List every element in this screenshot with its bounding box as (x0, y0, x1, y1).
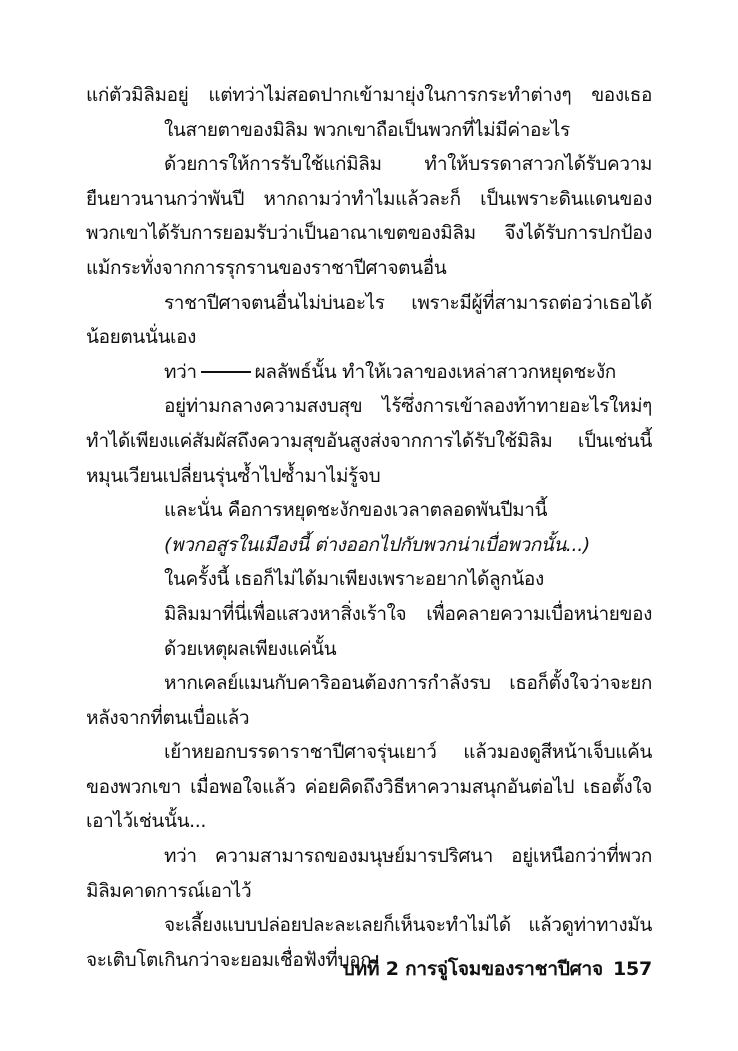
text-line: แม้กระทั่งจากการรุกรานของราชาปีศาจตนอื่น (86, 256, 447, 279)
text-line: ด้วยเหตุผลเพียงแค่นั้น (164, 637, 337, 660)
text-line: ในครั้งนี้ เธอก็ไม่ได้มาเพียงเพราะอยากได้ลูกน้อง (164, 568, 544, 591)
page-body (86, 78, 652, 977)
text-line: มิลิมมาที่นี่เพื่อแสวงหาสิ่งเร้าใจ เพื่อคลายความเบื่อหน่ายของ (164, 602, 652, 625)
text-line: ราชาปีศาจตนอื่นไม่บ่นอะไร เพราะมีผู้ที่สามารถต่อว่าเธอได้ (164, 291, 652, 314)
text-line: อยู่ท่ามกลางความสงบสุข ไร้ซึ่งการเข้าลองท้าทายอะไรใหม่ๆ (164, 395, 652, 418)
text-line: เอาไว้เช่นนั้น... (86, 810, 207, 833)
text-segment: ผลลัพธ์นั้น ทำให้เวลาของเหล่าสาวกหยุดชะงัก (254, 360, 616, 383)
text-line: หลังจากที่ตนเบื่อแล้ว (86, 706, 250, 729)
text-line: เย้าหยอกบรรดาราชาปีศาจรุ่นเยาว์ แล้วมองดูสีหน้าเจ็บแค้น (164, 741, 652, 764)
page-footer (86, 953, 652, 985)
text-segment: ทว่า (164, 360, 197, 383)
text-line: มิลิมคาดการณ์เอาไว้ (86, 879, 252, 902)
text-line: (พวกอสูรในเมืองนี้ ต่างออกไปกับพวกน่าเบื่อพวกนั้น...) (164, 533, 590, 556)
text-line: ทำได้เพียงแค่สัมผัสถึงความสุขอันสูงส่งจากการได้รับใช้มิลิม เป็นเช่นนี้ (86, 429, 652, 452)
text-line: ของพวกเขา เมื่อพอใจแล้ว ค่อยคิดถึงวิธีหาความสนุกอันต่อไป เธอตั้งใจ (86, 775, 652, 798)
text-line: แก่ตัวมิลิมอยู่ แต่ทว่าไม่สอดปากเข้ามายุ่งในการกระทำต่างๆ ของเธอ (86, 84, 652, 106)
text-line: จะเลี้ยงแบบปล่อยปละละเลยก็เห็นจะทำไม่ได้ แล้วดูท่าทางมัน (164, 914, 652, 937)
text-line: ในสายตาของมิลิม พวกเขาถือเป็นพวกที่ไม่มีค่าอะไร (164, 118, 570, 141)
text-line: หากเคลย์แมนกับคาริออนต้องการกำลังรบ เธอก็ตั้งใจว่าจะยก (164, 672, 652, 695)
text-line: หมุนเวียนเปลี่ยนรุ่นซ้ำไปซ้ำมาไม่รู้จบ (86, 464, 381, 487)
text-line: น้อยตนนั่นเอง (86, 326, 197, 349)
text-line: พวกเขาได้รับการยอมรับว่าเป็นอาณาเขตของมิลิม จึงได้รับการปกป้อง (86, 222, 652, 245)
page-number: 157 (612, 958, 652, 980)
text-line: ด้วยการให้การรับใช้แก่มิลิม ทำให้บรรดาสาวกได้รับความ (164, 153, 652, 176)
text-line (86, 355, 652, 390)
text-line: จะเติบโตเกินกว่าจะยอมเชื่อฟังที่บอก (86, 948, 372, 971)
text-line: ทว่า ความสามารถของมนุษย์มารปริศนา อยู่เหนือกว่าที่พวก (164, 845, 652, 868)
text-line: ยืนยาวนานกว่าพันปี หากถามว่าทำไมแล้วละก็ เป็นเพราะดินแดนของ (86, 187, 652, 210)
text-line: และนั่น คือการหยุดชะงักของเวลาตลอดพันปีมานี้ (164, 499, 548, 522)
em-dash (201, 371, 251, 373)
chapter-title: บทที่ 2 การจู่โจมของราชาปีศาจ (342, 958, 603, 980)
